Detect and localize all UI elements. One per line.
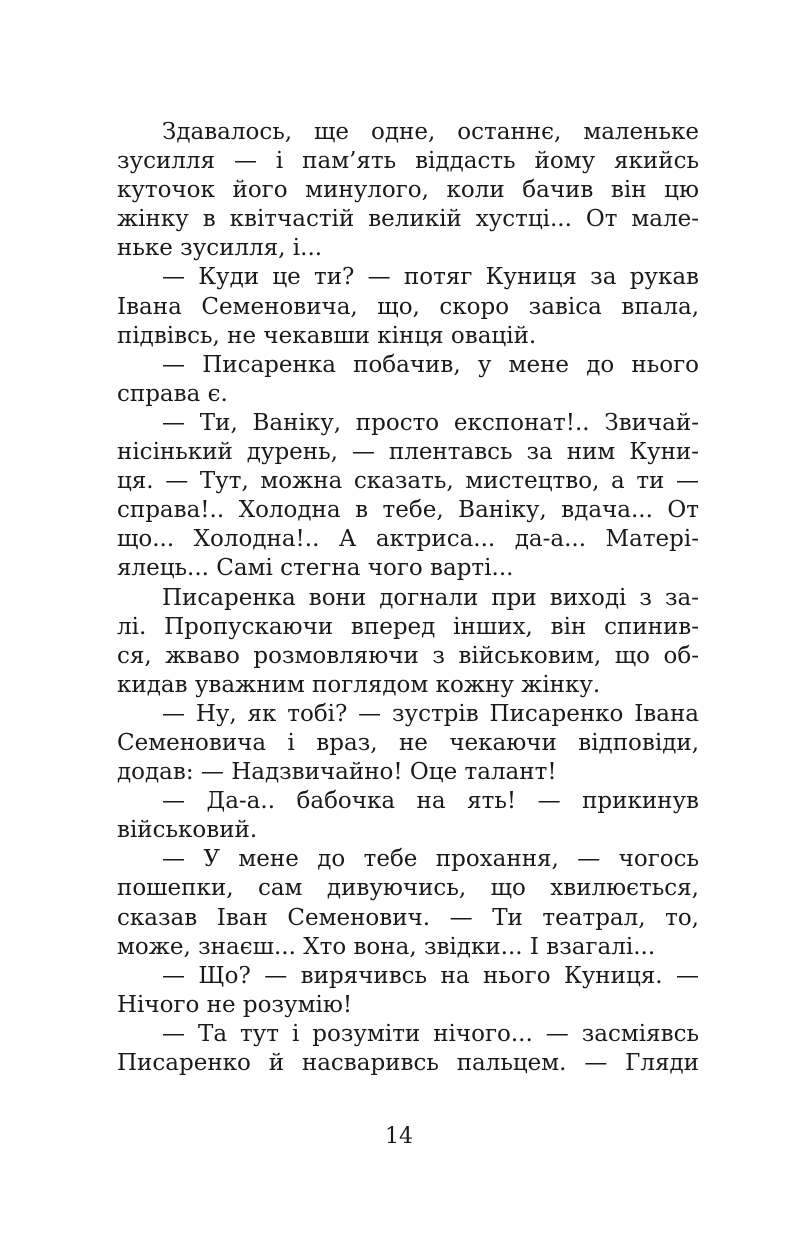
paragraph bbox=[117, 787, 699, 845]
text-line: — Да-а.. бабочка на ять! — прикинув bbox=[162, 788, 699, 815]
text-line: нісінький дурень, — плентавсь за ним Куни- bbox=[117, 439, 699, 466]
text-line: ньке зусилля, і... bbox=[117, 235, 323, 262]
paragraph bbox=[117, 118, 699, 263]
text-line: військовий. bbox=[117, 817, 258, 844]
text-line: Здавалось, ще одне, останнє, маленьке bbox=[162, 119, 699, 145]
text-line: Івана Семеновича, що, скоро завіса впала, bbox=[117, 293, 699, 320]
text-line: додав: — Надзвичайно! Оце талант! bbox=[117, 759, 557, 786]
text-line: ця. — Тут, можна сказать, мистецтво, а ти — bbox=[117, 468, 699, 495]
text-line: Семеновича і враз, не чекаючи відповіди, bbox=[117, 729, 699, 756]
text-line: — Писаренка побачив, у мене до нього bbox=[162, 351, 699, 378]
paragraph bbox=[117, 962, 699, 1020]
text-line: — У мене до тебе прохання, — чогось bbox=[162, 846, 699, 873]
page-number: 14 bbox=[385, 1124, 413, 1149]
paragraph bbox=[117, 700, 699, 787]
text-line: справа!.. Холодна в тебе, Ваніку, вдача... От bbox=[117, 497, 699, 524]
text-line: лі. Пропускаючи вперед інших, він спинив- bbox=[117, 613, 699, 640]
text-line: пошепки, сам дивуючись, що хвилюється, bbox=[117, 875, 699, 902]
text-line: справа є. bbox=[117, 380, 228, 407]
page-body bbox=[117, 118, 699, 1078]
text-line: Писаренка вони догнали при виході з за- bbox=[162, 584, 699, 611]
text-line: — Ну, як тобі? — зустрів Писаренко Івана bbox=[162, 700, 699, 727]
text-line: куточок його минулого, коли бачив він цю bbox=[117, 177, 699, 204]
paragraph bbox=[117, 409, 699, 584]
text-line: сказав Іван Семенович. — Ти театрал, то, bbox=[117, 904, 699, 931]
text-line: підвівсь, не чекавши кінця овацій. bbox=[117, 322, 537, 349]
paragraph bbox=[117, 1020, 699, 1078]
text-line: — Куди це ти? — потяг Куниця за рукав bbox=[162, 264, 699, 291]
paragraph bbox=[117, 584, 699, 700]
text-line: може, знаєш... Хто вона, звідки... І взагалі... bbox=[117, 933, 656, 960]
text-line: Нічого не розумію! bbox=[117, 991, 353, 1018]
text-line: — Ти, Ваніку, просто експонат!.. Звичай- bbox=[162, 409, 699, 436]
text-line: — Та тут і розуміти нічого... — засміявсь bbox=[162, 1020, 699, 1047]
text-line: що... Холодна!.. А актриса... да-а... Матері- bbox=[117, 526, 699, 553]
paragraph bbox=[117, 263, 699, 350]
text-line: Писаренко й насваривсь пальцем. — Гляди bbox=[117, 1050, 699, 1076]
text-line: кидав уважним поглядом кожну жінку. bbox=[117, 671, 601, 698]
text-line: ся, жваво розмовляючи з військовим, що об- bbox=[117, 642, 699, 669]
text-line: ялець... Самі стегна чого варті... bbox=[117, 555, 514, 582]
paragraph bbox=[117, 351, 699, 409]
text-line: — Що? — вирячивсь на нього Куниця. — bbox=[162, 962, 699, 989]
text-line: зусилля — і пам’ять віддасть йому якийсь bbox=[117, 148, 699, 175]
text-line: жінку в квітчастій великій хустці... От мале- bbox=[117, 206, 699, 233]
paragraph bbox=[117, 845, 699, 961]
